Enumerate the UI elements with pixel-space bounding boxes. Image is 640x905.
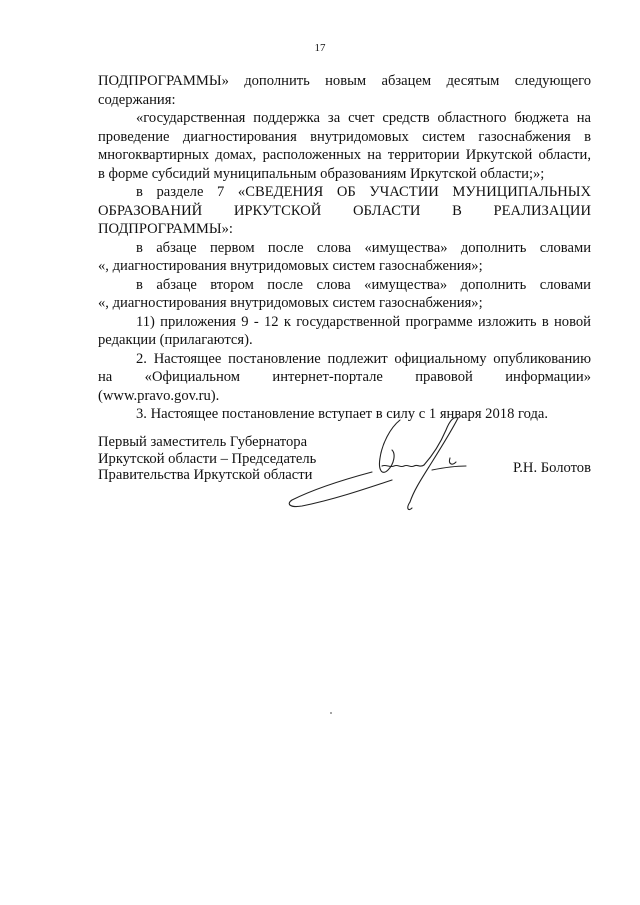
text-line: ОБРАЗОВАНИЙ ИРКУТСКОЙ ОБЛАСТИ В РЕАЛИЗАЦИИ bbox=[98, 202, 591, 219]
text-line: «, диагностирования внутридомовых систем газоснабжения»; bbox=[98, 295, 483, 311]
signer-name: Р.Н. Болотов bbox=[512, 460, 591, 476]
text-line: ПОДПРОГРАММЫ»: bbox=[98, 221, 233, 237]
text-line: проведение диагностирования внутридомовых систем газоснабжения в bbox=[98, 128, 591, 145]
text-line: многоквартирных домах, расположенных на территории Иркутской области, bbox=[98, 147, 591, 163]
page-number: 17 bbox=[314, 42, 326, 54]
text-line: содержания: bbox=[98, 91, 176, 108]
handwritten-signature bbox=[282, 410, 482, 515]
text-line: 2. Настоящее постановление подлежит официальному опубликованию bbox=[136, 350, 591, 367]
signer-title-line: Иркутской области – Председатель bbox=[98, 450, 317, 467]
scan-speck bbox=[330, 712, 332, 714]
text-line: в абзаце втором после слова «имущества» дополнить словами bbox=[136, 276, 591, 293]
text-line: на «Официальном интернет-портале правовой информации» bbox=[98, 369, 591, 385]
text-line: 3. Настоящее постановление вступает в силу с 1 января 2018 года. bbox=[136, 406, 549, 422]
text-line: 11) приложения 9 - 12 к государственной программе изложить в новой bbox=[136, 313, 591, 330]
signer-title-line: Первый заместитель Губернатора bbox=[98, 434, 308, 450]
text-line: (www.pravo.gov.ru). bbox=[98, 387, 220, 404]
text-line: «государственная поддержка за счет средств областного бюджета на bbox=[136, 110, 591, 126]
signer-title-line: Правительства Иркутской области bbox=[98, 467, 313, 483]
document-body bbox=[98, 72, 591, 424]
text-line: в форме субсидий муниципальным образованиям Иркутской области;»; bbox=[98, 165, 545, 182]
text-line: ПОДПРОГРАММЫ» дополнить новым абзацем десятым следующего bbox=[98, 73, 591, 89]
text-line: в абзаце первом после слова «имущества» дополнить словами bbox=[136, 239, 591, 256]
text-line: редакции (прилагаются). bbox=[98, 332, 253, 348]
text-line: в разделе 7 «СВЕДЕНИЯ ОБ УЧАСТИИ МУНИЦИПАЛЬНЫХ bbox=[136, 184, 591, 200]
text-line: «, диагностирования внутридомовых систем газоснабжения»; bbox=[98, 258, 483, 274]
